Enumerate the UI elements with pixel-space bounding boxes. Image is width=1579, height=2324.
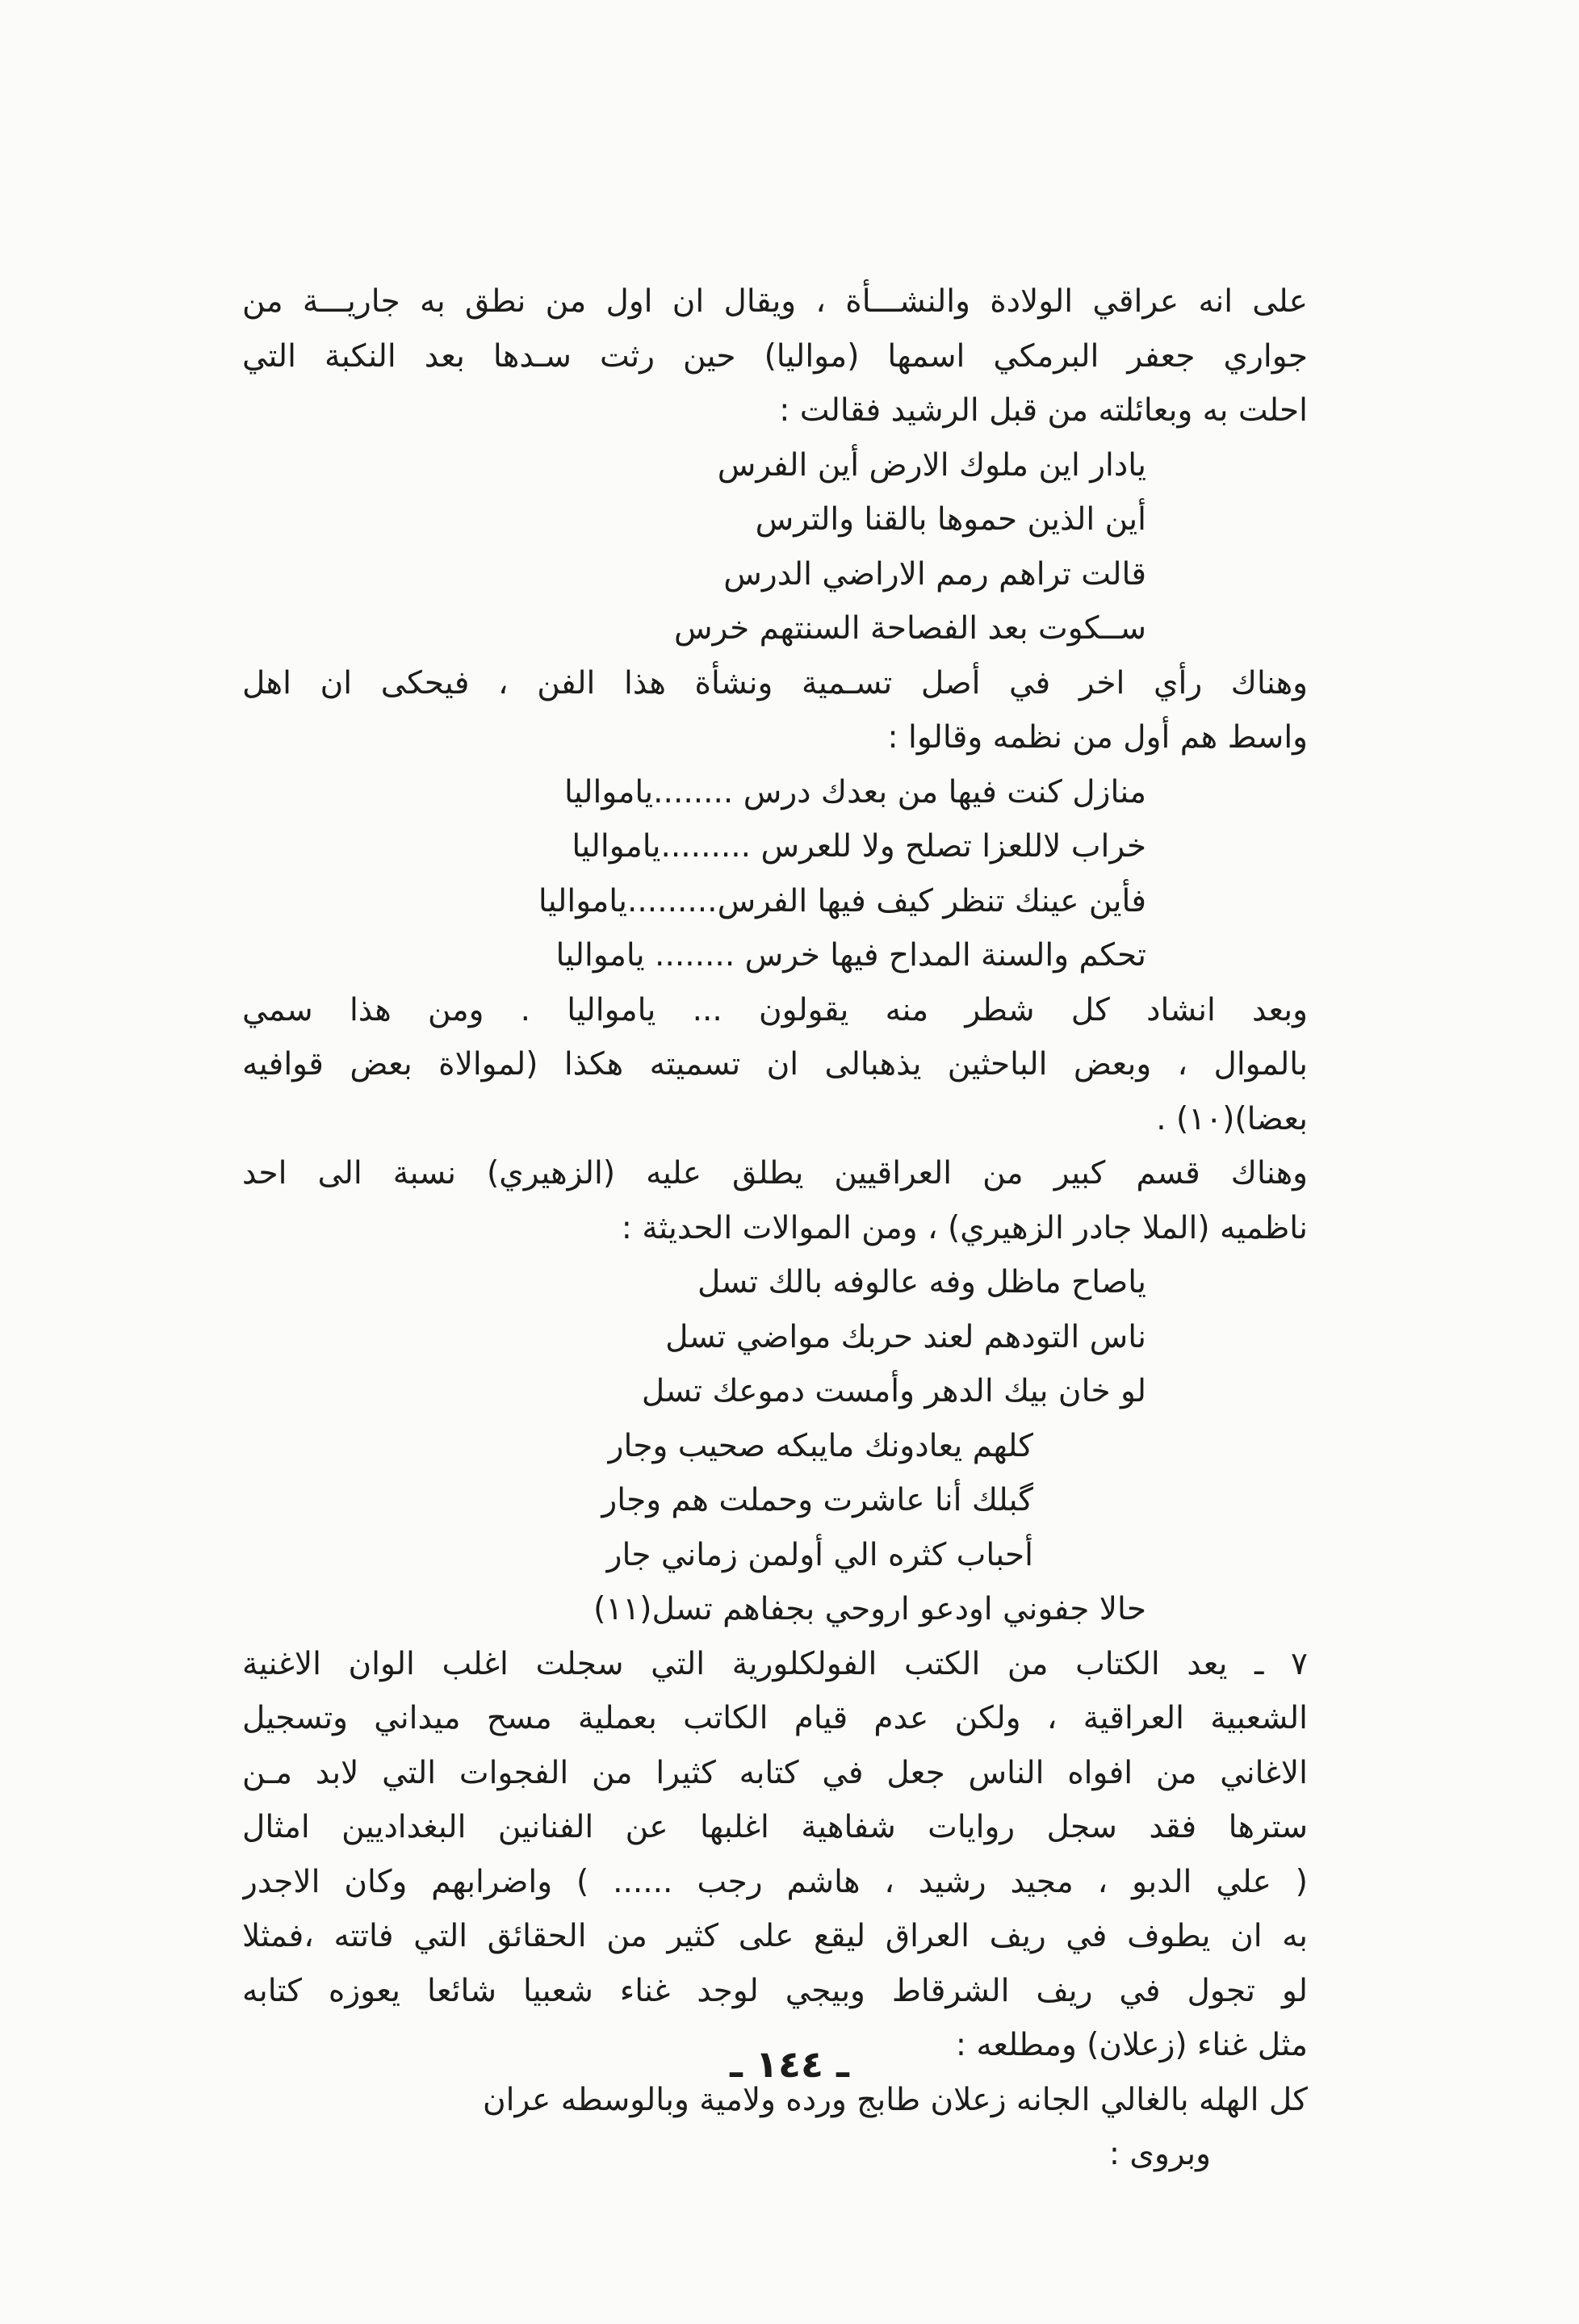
text-line: به ان يطوف في ريف العراق ليقع على كثير من الحقائق التي فاتته ،فمثلا (242, 1918, 1308, 1954)
text-line: ناظميه (الملا جادر الزهيري) ، ومن الموالات الحديثة : (621, 1209, 1308, 1246)
verse-line: گبلك أنا عاشرت وحملت هم وجار (601, 1482, 1033, 1518)
verse-line: كل الهله بالغالي الجانه زعلان طابج ورده ولامية وبالوسطه عران (483, 2081, 1308, 2118)
text-line: واسط هم أول من نظمه وقالوا : (887, 719, 1308, 756)
verse-line: لو خان بيك الدهر وأمست دموعك تسل (641, 1373, 1146, 1409)
text-line: لو تجول في ريف الشرقاط وبيجي لوجد غناء شعبيا شائعا يعوزه كتابه (242, 1972, 1308, 2009)
verse-line: فأين عينك تنظر كيف فيها الفرس.........يامواليا (538, 882, 1146, 919)
text-line: احلت به وبعائلته من قبل الرشيد فقالت : (779, 392, 1308, 429)
verse-line: تحكم والسنة المداح فيها خرس ........ يامواليا (555, 937, 1146, 974)
page-number: ـ ١٤٤ ـ (730, 2042, 849, 2086)
body-text (242, 274, 1308, 2182)
verse-line: حالا جفوني اودعو اروحي بجفاهم تسل(١١) (593, 1591, 1146, 1627)
text-line: جواري جعفر البرمكي اسمها (مواليا) حين رثت سـدها بعد النكبة التي (242, 337, 1308, 375)
text-line: على انه عراقي الولادة والنشـــأة ، ويقال ان اول من نطق به جاريـــة من (242, 283, 1308, 320)
verse-line: خراب لاللعزا تصلح ولا للعرس .........يامواليا (572, 828, 1146, 865)
text-line: ( علي الدبو ، مجيد رشيد ، هاشم رجب ...... ) واضرابهم وكان الاجدر (242, 1863, 1308, 1900)
text-line: مثل غناء (زعلان) ومطلعه : (955, 2027, 1308, 2063)
text-line: ٧ ـ يعد الكتاب من الكتب الفولكلورية التي سجلت اغلب الوان الاغنية (242, 1645, 1308, 1682)
verse-line: ســكوت بعد الفصاحة السنتهم خرس (673, 610, 1146, 647)
verse-line: أين الذين حموها بالقنا والترس (755, 501, 1146, 538)
verse-line: قالت تراهم رمم الاراضي الدرس (723, 555, 1146, 593)
text-line: بالموال ، وبعض الباحثين يذهبالى ان تسميته هكذا (لموالاة بعض قوافيه (242, 1046, 1308, 1082)
verse-line: يادار اين ملوك الارض أين الفرس (717, 446, 1146, 484)
text-line: سترها فقد سجل روايات شفاهية اغلبها عن الفنانين البغداديين امثال (242, 1809, 1308, 1845)
verse-line: أحباب كثره الي أولمن زماني جار (606, 1536, 1033, 1573)
text-line: بعضا)(١٠) . (1156, 1100, 1308, 1137)
text-line: الشعبية العراقية ، ولكن عدم قيام الكاتب بعملية مسح ميداني وتسجيل (242, 1700, 1308, 1736)
verse-line: وبروی : (1108, 2136, 1211, 2172)
text-line: وبعد انشاد كل شطر منه يقولون ... ياموالیا . ومن هذا سمي (242, 991, 1308, 1028)
text-line: وهناك رأي اخر في أصل تسـمية ونشأة هذا الفن ، فيحكى ان اهل (242, 664, 1308, 701)
verse-line: ناس التودهم لعند حربك مواضي تسل (665, 1318, 1146, 1355)
text-line: الاغاني من افواه الناس جعل في كتابه كثيرا من الفجوات التي لابد مـن (242, 1754, 1308, 1791)
verse-line: منازل كنت فيها من بعدك درس ........يامواليا (564, 773, 1146, 810)
text-line: وهناك قسم كبير من العراقيين يطلق عليه (الزهيري) نسبة الى احد (242, 1155, 1308, 1191)
verse-line: ياصاح ماظل وفه عالوفه بالك تسل (697, 1264, 1146, 1300)
verse-line: كلهم يعادونك مايبكه صحيب وجار (608, 1427, 1033, 1464)
